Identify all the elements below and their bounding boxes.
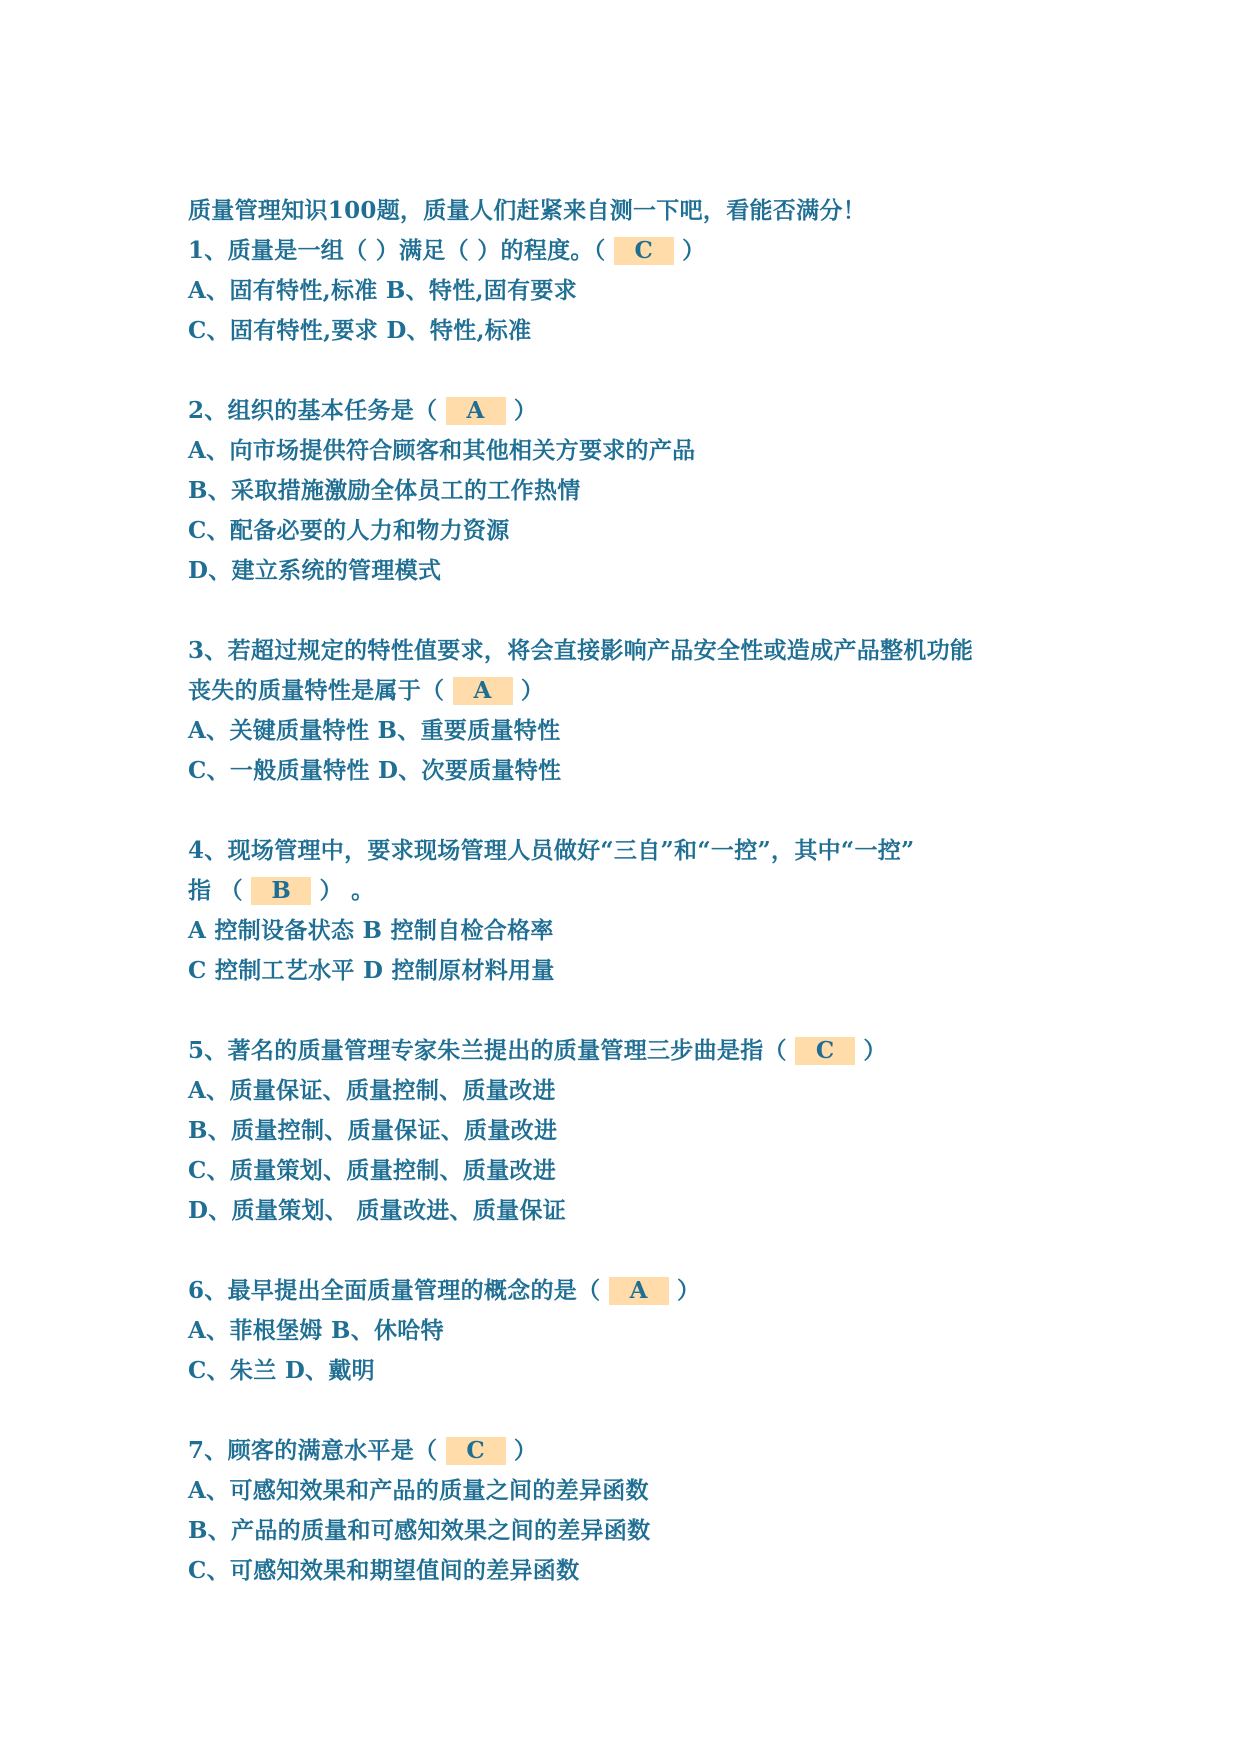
question-text: ） <box>855 1037 887 1064</box>
option-line: D、建立系统的管理模式 <box>188 557 442 584</box>
question-text: ） <box>668 1277 701 1304</box>
answer-highlight: A <box>446 397 506 425</box>
option-line: C、朱兰 D、戴明 <box>188 1357 375 1384</box>
question-text: 2、组织的基本任务是（ <box>188 397 446 424</box>
question-text: 1、质量是一组（ ）满足（ ）的程度。（ <box>188 237 614 264</box>
question-7 <box>188 1436 537 1466</box>
option-line: A、质量保证、质量控制、质量改进 <box>188 1077 556 1104</box>
option-line: A 控制设备状态 B 控制自检合格率 <box>188 917 554 944</box>
question-text: 指 （ <box>188 877 252 904</box>
question-text: ） <box>512 677 545 704</box>
option-line: C、可感知效果和期望值间的差异函数 <box>188 1557 580 1584</box>
answer-highlight: B <box>251 877 311 905</box>
answer-highlight: A <box>609 1277 669 1305</box>
option-line: C、一般质量特性 D、次要质量特性 <box>188 757 562 784</box>
option-line: A、可感知效果和产品的质量之间的差异函数 <box>188 1477 649 1504</box>
option-line: A、关键质量特性 B、重要质量特性 <box>188 717 561 744</box>
option-line: A、固有特性,标准 B、特性,固有要求 <box>188 277 578 304</box>
question-4-continued <box>188 876 374 906</box>
option-line: D、质量策划、 质量改进、质量保证 <box>188 1197 567 1224</box>
answer-highlight: C <box>795 1037 855 1065</box>
question-3-continued <box>188 676 544 706</box>
question-1 <box>188 236 705 266</box>
question-6 <box>188 1276 700 1306</box>
question-text: 丧失的质量特性是属于（ <box>188 677 453 704</box>
option-line: A、菲根堡姆 B、休哈特 <box>188 1317 444 1344</box>
question-text: ） <box>505 1437 538 1464</box>
option-line: B、产品的质量和可感知效果之间的差异函数 <box>188 1517 651 1544</box>
answer-highlight: C <box>614 237 674 265</box>
question-2 <box>188 396 537 426</box>
question-text: 5、著名的质量管理专家朱兰提出的质量管理三步曲是指（ <box>188 1037 796 1064</box>
question-text: ） <box>673 237 706 264</box>
option-line: A、向市场提供符合顾客和其他相关方要求的产品 <box>188 437 696 464</box>
option-line: C、质量策划、质量控制、质量改进 <box>188 1157 557 1184</box>
question-5 <box>188 1036 887 1066</box>
option-line: C、配备必要的人力和物力资源 <box>188 517 510 544</box>
question-text: 7、顾客的满意水平是（ <box>188 1437 446 1464</box>
question-text: ） 。 <box>311 877 375 904</box>
answer-highlight: C <box>446 1437 506 1465</box>
answer-highlight: A <box>453 677 513 705</box>
option-line: B、质量控制、质量保证、质量改进 <box>188 1117 558 1144</box>
option-line: B、采取措施激励全体员工的工作热情 <box>188 477 581 504</box>
option-line: C 控制工艺水平 D 控制原材料用量 <box>188 957 555 984</box>
question-3: 3、若超过规定的特性值要求，将会直接影响产品安全性或造成产品整机功能 <box>188 637 974 664</box>
question-4: 4、现场管理中，要求现场管理人员做好“三自”和“一控”，其中“一控” <box>188 837 915 864</box>
question-text: 6、最早提出全面质量管理的概念的是（ <box>188 1277 609 1304</box>
question-text: ） <box>505 397 538 424</box>
page-title: 质量管理知识100题，质量人们赶紧来自测一下吧，看能否满分！ <box>188 197 867 224</box>
option-line: C、固有特性,要求 D、特性,标准 <box>188 317 532 344</box>
